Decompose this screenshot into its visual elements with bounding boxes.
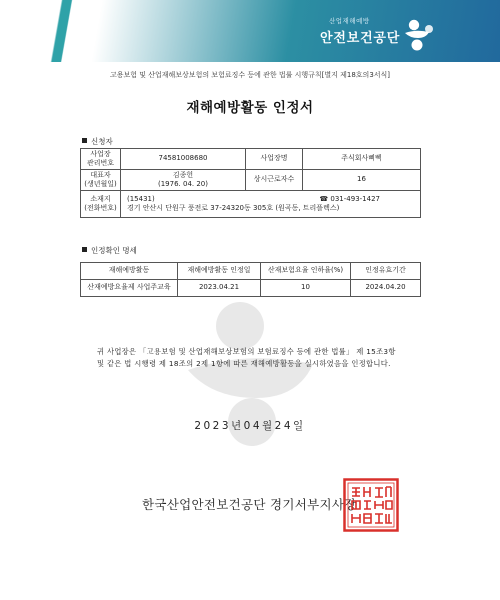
column-header: 재해예방활동 [81,263,178,280]
street-address: 경기 안산시 단원구 풍전로 37-24320동 305호 (원곡동, 트리플렉스) [127,204,340,212]
table-row [81,191,421,218]
confirm-table [80,262,421,297]
official-seal-icon [343,478,399,532]
column-header: 재해예방활동 인정일 [178,263,261,280]
table-cell: 10 [261,280,351,297]
workers-label: 상시근로자수 [246,170,303,191]
address-value [121,191,421,218]
bullet-square-icon [82,247,87,252]
table-header-row [81,263,421,280]
applicant-section-heading: 신청자 [82,136,113,147]
table-row [81,149,421,170]
column-header: 인정유효기간 [351,263,421,280]
mgmt-no-value: 74581008680 [121,149,246,170]
mgmt-no-label: 사업장 관리번호 [81,149,121,170]
confirm-section-heading: 인정확인 명세 [82,245,137,256]
table-row [81,280,421,297]
rep-label: 대표자 (생년월일) [81,170,121,191]
bullet-square-icon [82,138,87,143]
org-name: 안전보건공단 [320,31,401,46]
table-row [81,170,421,191]
org-tagline: 산업재해예방 [329,17,370,25]
biz-name-label: 사업장명 [246,149,303,170]
issue-date: 2023년04월24일 [194,420,306,432]
issuer-name: 한국산업안전보건공단 경기서부지사장 [142,497,357,512]
rep-value [121,170,246,191]
column-header: 산재보험요율 인하율(%) [261,263,351,280]
phone-number: ☎ 031-493-1427 [319,194,380,203]
workers-value: 16 [303,170,421,191]
biz-name-value: 주식회사삐삑 [303,149,421,170]
table-cell: 2023.04.21 [178,280,261,297]
legal-reference: 고용보험 및 산업재해보상보험의 보험료징수 등에 관한 법률 시행규칙[별지 제18호의3서식] [109,71,391,79]
address-top-line [127,195,420,204]
document-title: 재해예방활동 인정서 [186,100,314,116]
postal-code: (15431) [127,194,155,203]
table-cell: 2024.04.20 [351,280,421,297]
table-cell: 산재예방요율제 사업주교육 [81,280,178,297]
kosha-logo-icon [402,18,436,52]
rep-name: 김종헌 [172,170,194,179]
applicant-table [80,148,421,218]
certification-statement: 귀 사업장은 「고용보험 및 산업재해보상보험의 보험료징수 등에 관한 법률」 제 15조3항 및 같은 법 시행령 제 18조의 2제 1항에 따른 재해예방활동을 실시하였음을 인정합니다. [97,347,396,369]
address-label: 소재지 (전화번호) [81,191,121,218]
rep-birth: (1976. 04. 20) [158,180,208,188]
